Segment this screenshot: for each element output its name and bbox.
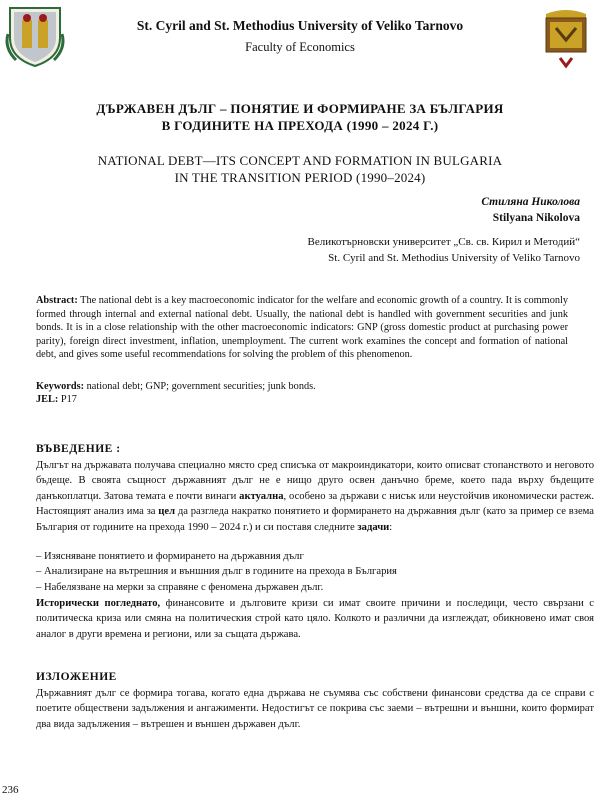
page-header — [0, 0, 600, 72]
keywords-label: Keywords: — [36, 381, 85, 392]
author-name-en: Stilyana Nikolova — [492, 212, 580, 224]
intro-p1-text-b: , особено за държави с нисък или неустойчив икономически растеж. Настоящият анализ има за — [36, 490, 594, 518]
keywords — [36, 380, 568, 394]
list-item: – Набелязване на мерки за справяне с феномена държавен дълг. — [36, 581, 324, 593]
section-heading-exposition: ИЗЛОЖЕНИЕ — [36, 671, 117, 683]
author-name-bg: Стиляна Николова — [481, 196, 580, 208]
page-number: 236 — [2, 784, 19, 796]
list-item: – Изясняване понятието и формирането на държавния дълг — [36, 551, 304, 562]
intro-p2-text: финансовите и дълговите кризи си имат своите причини и последици, често свързани с политическа криза или смяна на политическия строй като цяло. Колкото и различни да изглеждат, обикновено имат своя аналог в други времена и региони, или за същата държава. — [36, 598, 595, 640]
intro-p1-bold-goal: цел — [158, 506, 176, 518]
section-heading-introduction: ВЪВЕДЕНИЕ : — [36, 443, 121, 455]
abstract-label: Abstract: — [36, 295, 78, 306]
faculty-emblem-icon — [540, 4, 592, 72]
title-bg-line1: ДЪРЖАВЕН ДЪЛГ – ПОНЯТИЕ И ФОРМИРАНЕ ЗА БЪЛГАРИЯ — [96, 101, 504, 116]
task-list — [36, 549, 594, 595]
abstract-text: The national debt is a key macroeconomic indicator for the welfare and economic growth of a country. It is commonly formed through internal and external national debt. Usually, the national debt is handled with government securities and junk bonds. It is in a close relationship with the other macroeconomic indicators: GNP (gross domestic product at purchasing power parity), foreign direct investment, inflation, unemployment. The current work examines the concept and formation of national debt, and gives some useful recommendations for solving the problem of this phenomenon. — [36, 295, 568, 360]
abstract — [36, 294, 568, 362]
intro-p1-bold-tasks: задачи — [357, 521, 390, 533]
jel-code — [36, 393, 568, 407]
faculty-name: Faculty of Economics — [245, 40, 355, 54]
intro-paragraph-1 — [36, 458, 594, 535]
intro-p1-text-c: да разгледа накратко понятието и формирането на държавния дълг (като за пример се взема България от годините на прехода 1990 – 2024 г.) и си поставя следните — [36, 506, 594, 533]
keywords-text: national debt; GNP; government securities; junk bonds. — [86, 381, 316, 392]
university-crest-icon — [4, 4, 66, 68]
list-item: – Анализиране на вътрешния и външния дълг в годините на прехода в България — [36, 566, 397, 578]
title-en-line2: IN THE TRANSITION PERIOD (1990–2024) — [174, 170, 426, 185]
intro-p1-text-a: Дългът на държавата получава специално място сред списъка от макроиндикатори, които описват стопанството и неговото бъдеще. В своята същност държавният дълг не е нищо друго освен данъчно бреме, което пада върху бъдещите данъкоплатци. Затова темата е почти винаги — [36, 460, 594, 502]
title-english — [20, 152, 580, 186]
intro-p1-text-d: : — [389, 521, 393, 533]
jel-text: P17 — [60, 394, 77, 405]
body-paragraph-1: Държавният дълг се формира тогава, когато една държава не съумява със собствени финансови средства да се справи с поетите обществени задължения и ангажименти. Недостигът се покрива със заеми – вътрешни и външни, които формират два вида задължения – вътрешен и външен държавен дълг. — [36, 688, 594, 730]
intro-p1-bold-relevant: актуална — [239, 490, 284, 502]
intro-p2-bold-lead: Исторически погледнато, — [36, 598, 161, 609]
intro-paragraph-2 — [36, 596, 594, 642]
affiliation-en: St. Cyril and St. Methodius University of Veliko Tarnovo — [328, 252, 580, 264]
title-en-line1: NATIONAL DEBT—ITS CONCEPT AND FORMATION IN BULGARIA — [97, 153, 503, 168]
jel-label: JEL: — [36, 394, 59, 405]
title-bulgarian — [20, 100, 580, 134]
university-name: St. Cyril and St. Methodius University of Veliko Tarnovo — [136, 18, 464, 33]
title-bg-line2: В ГОДИНИТЕ НА ПРЕХОДА (1990 – 2024 Г.) — [161, 118, 439, 133]
affiliation-bg: Великотърновски университет „Св. св. Кирил и Методий“ — [307, 236, 580, 248]
